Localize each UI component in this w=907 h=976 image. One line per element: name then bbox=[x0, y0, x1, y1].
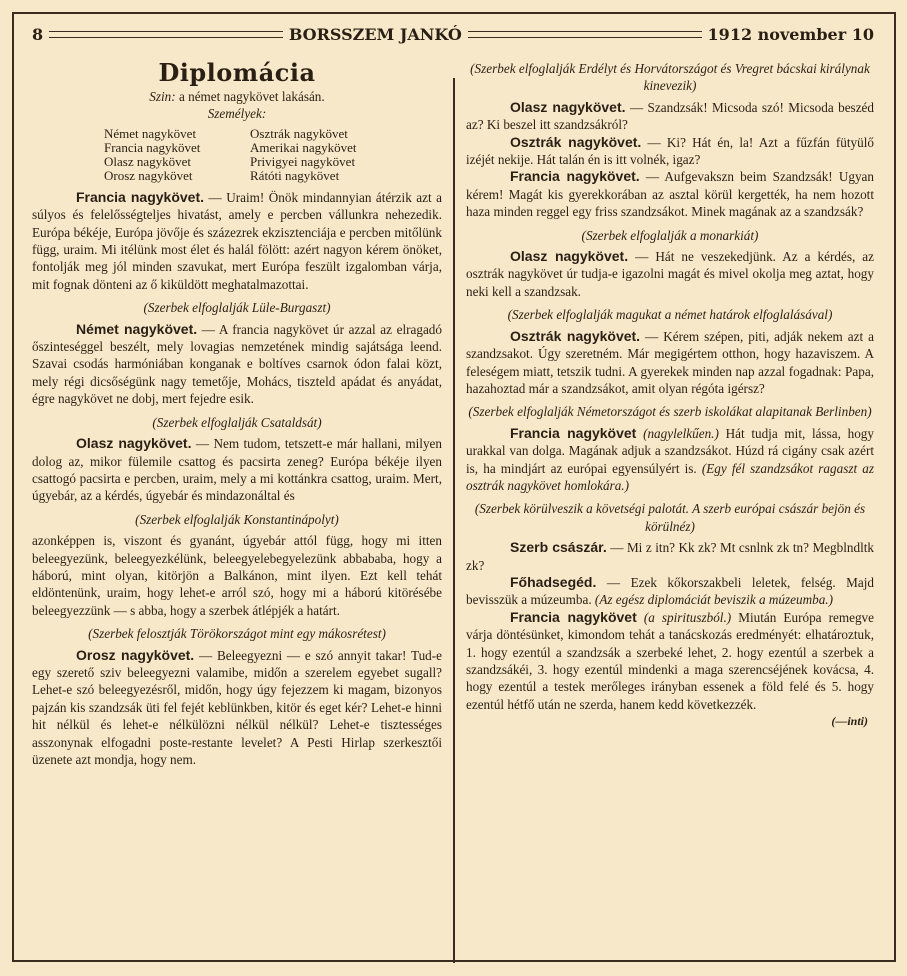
scene-text: a német nagykövet lakásán. bbox=[178, 89, 325, 104]
speaker-name: Osztrák nagykövet. bbox=[510, 133, 642, 150]
person: Német nagykövet bbox=[104, 125, 197, 141]
speech-paragraph bbox=[466, 539, 874, 574]
stage-direction: (Szerbek elfoglalják Konstantinápolyt) bbox=[135, 511, 339, 527]
speech-text: — Aufgevakszn beim Szandzsák! Ugyan kérem! Magát kis gyerekkorában az asztal körül kergették, ha nem hozott haza minden reggel egy friss szandzsákot. Minek magának az a szandzsák? bbox=[466, 169, 874, 220]
speech-paragraph bbox=[466, 134, 874, 169]
person: Orosz nagykövet bbox=[104, 167, 193, 183]
speech-text: — Kérem szépen, piti, adják nekem azt a szandzsakot. Úgy szeretném. Már megigértem otthon, hogy hazaviszem. A feleségem miatt, tetszik tudni. A gyerekek minden nap azzal fogadnak: Papa, hazahoztad már a szandzsákot, amit olyan régóta igérsz? bbox=[466, 328, 874, 396]
speech-text: — Mi z itn? Kk zk? Mt csnlnk zk tn? Megblndltk zk? bbox=[466, 540, 874, 573]
speaker-name: Német nagykövet. bbox=[76, 320, 198, 337]
stage-direction: (Szerbek elfoglalják Lüle-Burgaszt) bbox=[143, 300, 331, 316]
publication-name: BORSSZEM JANKÓ bbox=[288, 24, 462, 44]
issue-date: 1912 november 10 bbox=[707, 24, 874, 44]
persons-list bbox=[72, 127, 442, 183]
speech-paragraph bbox=[32, 647, 442, 769]
speaker-name: Francia nagykövet. bbox=[510, 168, 640, 185]
stage-direction: (Szerbek elfoglalják Németországot és szerb iskolákat alapitanak Berlinben) bbox=[468, 404, 872, 420]
person: Olasz nagykövet bbox=[104, 153, 192, 169]
stage-direction: (Szerbek elfoglalják magukat a német határok elfoglalásával) bbox=[507, 307, 833, 323]
page-number: 8 bbox=[32, 24, 44, 44]
person: Rátóti nagykövet bbox=[250, 167, 340, 183]
stage-direction: (Szerbek felosztják Törökországot mint egy mákosrétest) bbox=[88, 626, 386, 642]
stage-direction: (Szerbek elfoglalják a monarkiát) bbox=[581, 227, 759, 243]
speech-text: — Ki? Hát én, la! Azt a fűzfán fütyülő izéjét nekije. Hát talán én is itt volnék, igaz? bbox=[466, 134, 874, 168]
scene-label: Szin: bbox=[149, 89, 176, 104]
speaker-name: Főhadsegéd. bbox=[510, 573, 597, 590]
speaker-name: Olasz nagykövet. bbox=[510, 248, 629, 265]
speech-paragraph bbox=[32, 321, 442, 408]
person: Osztrák nagykövet bbox=[250, 125, 348, 141]
speaker-name: Osztrák nagykövet. bbox=[510, 327, 641, 344]
frame-border-right bbox=[894, 12, 896, 962]
left-body bbox=[32, 189, 442, 769]
stage-direction: (Szerbek elfoglalják Csataldsát) bbox=[152, 414, 322, 430]
right-column bbox=[466, 54, 874, 731]
stage-direction: (Szerbek elfoglalják Erdélyt és Horvátországot és Vregret bácskai királynak kinevezik) bbox=[470, 61, 870, 94]
speech-continuation: azonképpen is, viszont és gyanánt, úgyebár attól függ, hogy mi itten beleegyezünk, beleegyezkélünk, beleegyelebegyelezünk abbababa, hogy a háború, mint olyan, kitörjön a Balkánon, mint ilyen. Ezt kell tehát eldöntenünk, uraim, hogy lehet-e arról szó, hogy mi a háború kitörésébe beleegyezzünk — s abba, hogy a szerbek átlépjék a határt. bbox=[32, 533, 442, 618]
speech-text: Hát tudja mit, lássa, hogy urakkal van dolga. Magának adjuk a szandzsákot. Húzd rá cigány csak azért is, ha mindjárt az európai egyensúlyért is. bbox=[466, 425, 874, 476]
header-rule-right bbox=[468, 31, 702, 38]
speech-paragraph bbox=[466, 425, 874, 495]
page-header bbox=[32, 24, 874, 44]
column-divider bbox=[453, 78, 455, 963]
article-title: Diplomácia bbox=[158, 58, 316, 87]
speech-text: — Ezek kőkorszakbeli leletek, felség. Majd bevisszük a múzeumba. bbox=[466, 574, 874, 608]
speech-paragraph bbox=[466, 248, 874, 300]
speaker-name: Francia nagykövet bbox=[510, 424, 637, 441]
speech-text: Miután Európa remegve várja döntésünket, kimondom tehát a tanácskozás eredményét: elhatároztuk, 1. hogy ezentúl a szandzsák a szerbeké lehet, 2. hogy ezentúl a szerbek a szandzsákéi, 3. hogy ezentúl mindenki a maga szerencséjének kovácsa, 4. hogy ezentúl a testek merőleges irányban essenek a föld felé és 5. hogy ezentúl hétfő után ne szerda, hanem kedd következzék. bbox=[466, 609, 875, 712]
author-signature: (—inti) bbox=[831, 714, 868, 729]
left-column bbox=[32, 54, 442, 768]
speech-paragraph bbox=[466, 328, 874, 398]
speech-paragraph bbox=[466, 609, 874, 713]
right-body bbox=[466, 60, 874, 713]
speaker-name: Francia nagykövet. bbox=[76, 188, 205, 205]
persons-label: Személyek: bbox=[207, 106, 267, 122]
speaker-name: Orosz nagykövet. bbox=[76, 646, 195, 663]
person: Francia nagykövet bbox=[104, 139, 201, 155]
speaker-name: Olasz nagykövet. bbox=[76, 435, 192, 452]
speaker-name: Szerb császár. bbox=[510, 539, 607, 556]
stage-aside: (Egy fél szandzsákot ragaszt az osztrák nagykövet homlokára.) bbox=[466, 460, 874, 493]
stage-aside: (Az egész diplomáciát beviszik a múzeumba.) bbox=[591, 592, 833, 608]
speech-paragraph bbox=[32, 189, 442, 293]
frame-border-left bbox=[12, 12, 14, 962]
frame-border-top bbox=[12, 12, 452, 14]
speaker-name: Francia nagykövet bbox=[510, 608, 637, 625]
speech-text: — Szandzsák! Micsoda szó! Micsoda beszéd az? Ki beszel itt szandzsákról? bbox=[466, 99, 874, 133]
frame-border-top-right bbox=[440, 12, 895, 14]
header-rule-left bbox=[49, 31, 283, 38]
speech-paragraph bbox=[32, 435, 442, 505]
speaker-name: Olasz nagykövet. bbox=[510, 98, 626, 115]
speech-text: — Uraim! Önök mindannyian átérzik azt a súlyos és felelősségteljes hivatást, amely e percben vállunkra nehezedik. Európa békéje, Európa jövője és százezrek ekzisztenciája e percben mitőlünk függ, uraim. Mi itélünk most élet és halál fölött: azért nagyon kérem önöket, fontolják meg jól minden szavukat, mert Európa feszült izgalomban várja, mit fognak dönteni az ő kiküldött meghatalmazottai. bbox=[32, 189, 443, 292]
speech-paragraph bbox=[466, 168, 874, 220]
stage-direction: (Szerbek körülveszik a követségi palotát. A szerb európai császár bejön és körülnéz) bbox=[474, 501, 866, 534]
speaker-aside: (nagylelkűen.) bbox=[636, 425, 719, 441]
scene-line bbox=[32, 88, 442, 105]
speech-text: — Hát ne veszekedjünk. Az a kérdés, az osztrák nagykövet úr tudja-e igazolni magát és mivel okolja meg aztat, hogy neki kell a szandzsak. bbox=[466, 249, 874, 299]
speaker-aside: (a spirituszból.) bbox=[636, 609, 732, 625]
person: Amerikai nagykövet bbox=[250, 139, 357, 155]
speech-paragraph bbox=[466, 574, 874, 609]
speech-text: — A francia nagykövet úr azzal az elragadó őszinteséggel beszélt, mely lovagias nemzetének mindig sajátsága leend. Szavai csodás harmóniában konganak e boltíves csarnok ódon falai közt, mely régi dicsőségünk nagy temetője, Mohács, tiszteld apádat és anyádat, égre nagykövet ne dobj, mert fejedre esik. bbox=[32, 321, 442, 407]
speech-paragraph bbox=[466, 99, 874, 134]
person: Privigyei nagykövet bbox=[250, 153, 356, 169]
speech-text: — Nem tudom, tetszett-e már hallani, milyen dolog az, mikor fülemile csattog és pacsirta zeneg? Európa békéje ilyen csattogó pacsirta e percben, uraim, mely a mi kottánkra csattog, uraim. Mert, úgyebár, az a kérdés, úgyebár és mindazonáltal és bbox=[32, 436, 442, 504]
speech-text: — Beleegyezni — e szó annyit takar! Tud-e egy szerető sziv beleegyezni valamibe, midőn a szerelem egyebet sugall? Lehet-e szó beleegyezésről, midőn, hogy úgy fejezzem ki magam, bizonyos pajzán kis szandzsák üti fel fejét keblünkben, kitör és eget kér? Lehet-e hinni hit nélkül és lehet-e nélkülözni nélkül nélkül? Lehet-e tisztességes asszonynak elfogadni poste-restante levelet? A Pesti Hirlap szerkesztői üzenete azt mondja, hogy nem. bbox=[32, 647, 442, 767]
